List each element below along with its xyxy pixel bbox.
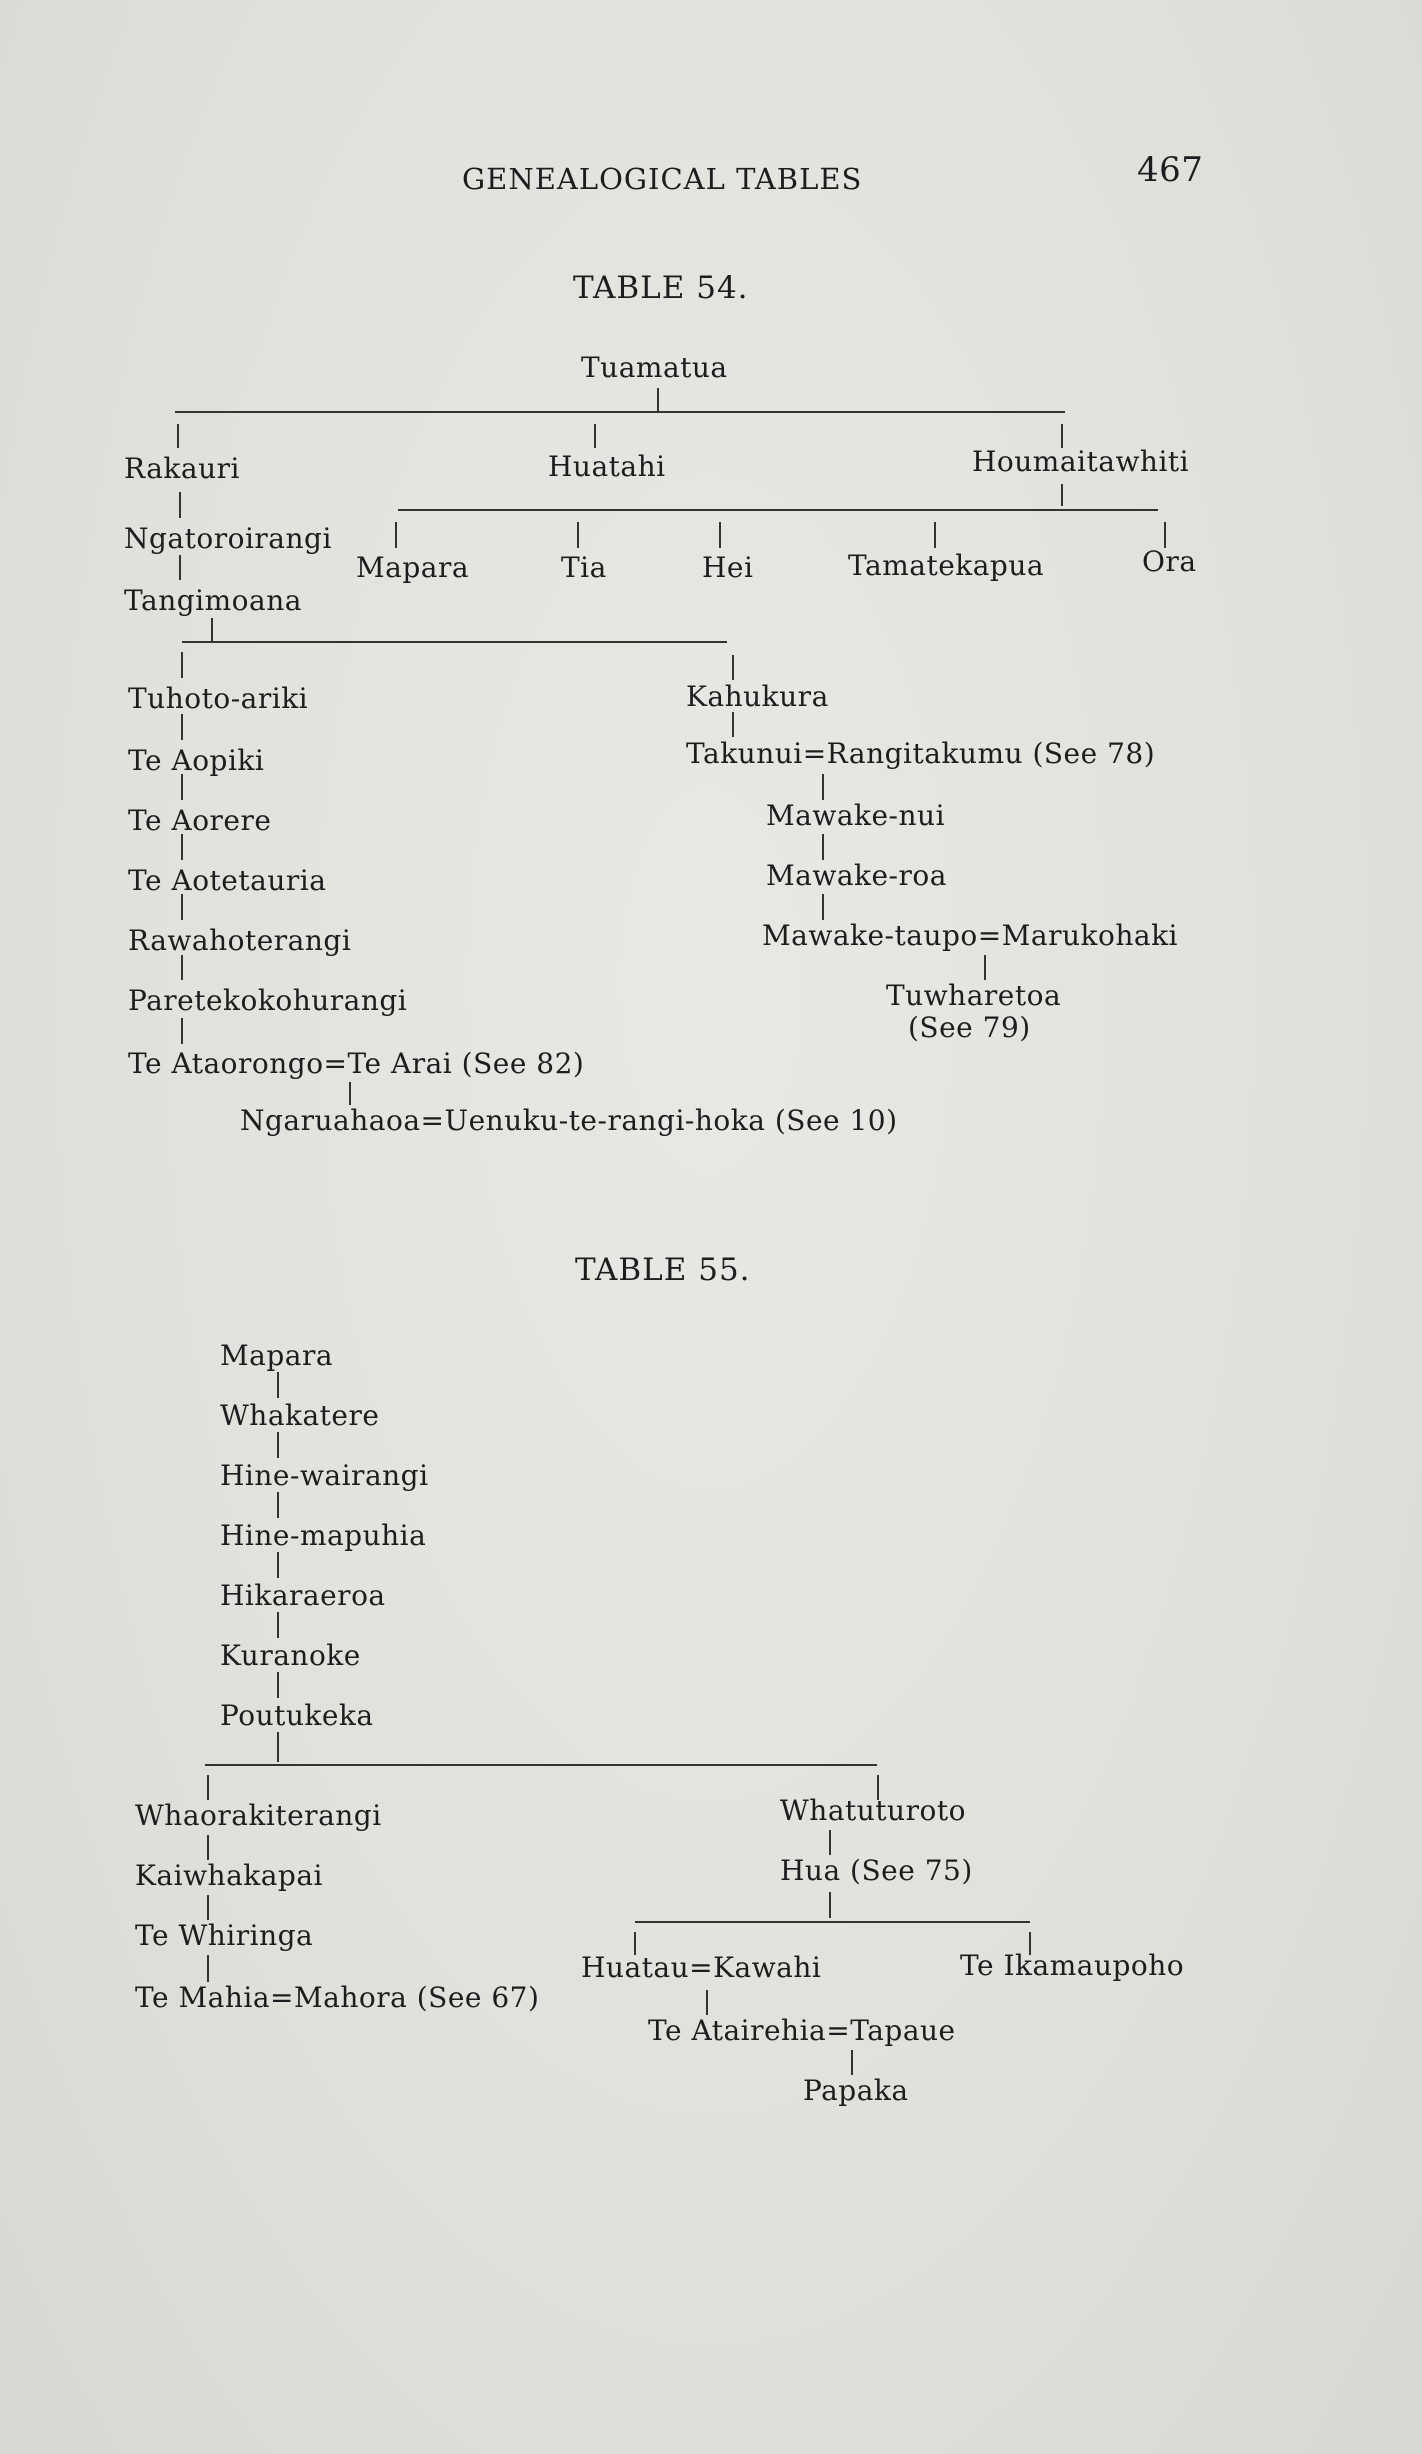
person-mawake-roa: Mawake-roa <box>766 859 947 892</box>
person-tuwharetoa: Tuwharetoa <box>886 979 1062 1012</box>
person-te-ikamaupoho: Te Ikamaupoho <box>960 1949 1185 1982</box>
person-te-whiringa: Te Whiringa <box>135 1919 314 1952</box>
person-mawake-nui: Mawake-nui <box>766 799 946 832</box>
person-tia: Tia <box>561 551 607 584</box>
marriage-ngaruahaoa-uenuku: Ngaruahaoa=Uenuku-te-rangi-hoka (See 10) <box>240 1104 898 1137</box>
page-number: 467 <box>1137 150 1204 190</box>
person-whaorakiterangi: Whaorakiterangi <box>135 1799 382 1832</box>
marriage-huatau-kawahi: Huatau=Kawahi <box>581 1951 822 1984</box>
person-ngatoroirangi: Ngatoroirangi <box>124 522 332 555</box>
person-tuhoto-ariki: Tuhoto-ariki <box>128 682 309 715</box>
person-ora: Ora <box>1142 545 1197 578</box>
person-poutukeka: Poutukeka <box>220 1699 374 1732</box>
person-whakatere: Whakatere <box>220 1399 380 1432</box>
person-kuranoke: Kuranoke <box>220 1639 361 1672</box>
person-mapara-55: Mapara <box>220 1339 334 1372</box>
marriage-mawake-taupo-marukohaki: Mawake-taupo=Marukohaki <box>762 919 1178 952</box>
person-te-aotetauria: Te Aotetauria <box>128 864 327 897</box>
person-tangimoana: Tangimoana <box>124 584 302 617</box>
person-hei: Hei <box>702 551 754 584</box>
running-title: GENEALOGICAL TABLES <box>462 162 863 196</box>
person-hikaraeroa: Hikaraeroa <box>220 1579 386 1612</box>
person-tuamatua: Tuamatua <box>581 351 728 384</box>
person-tamatekapua: Tamatekapua <box>848 549 1045 582</box>
marriage-te-mahia-mahora: Te Mahia=Mahora (See 67) <box>135 1981 540 2014</box>
marriage-takunui-rangitakumu: Takunui=Rangitakumu (See 78) <box>686 737 1156 770</box>
person-hine-mapuhia: Hine-mapuhia <box>220 1519 427 1552</box>
table-54-title: TABLE 54. <box>573 270 749 306</box>
person-rawahoterangi: Rawahoterangi <box>128 924 352 957</box>
marriage-te-ataorongo-te-arai: Te Ataorongo=Te Arai (See 82) <box>128 1047 585 1080</box>
person-huatahi: Huatahi <box>548 450 666 483</box>
person-hine-wairangi: Hine-wairangi <box>220 1459 429 1492</box>
tuwharetoa-reference: (See 79) <box>908 1011 1031 1044</box>
person-papaka: Papaka <box>803 2074 909 2107</box>
person-houmaitawhiti: Houmaitawhiti <box>972 445 1190 478</box>
person-hua: Hua (See 75) <box>780 1854 973 1887</box>
person-whatuturoto: Whatuturoto <box>780 1794 966 1827</box>
person-te-aopiki: Te Aopiki <box>128 744 265 777</box>
person-te-aorere: Te Aorere <box>128 804 272 837</box>
marriage-te-atairehia-tapaue: Te Atairehia=Tapaue <box>648 2014 956 2047</box>
table-55-title: TABLE 55. <box>575 1252 751 1288</box>
person-kaiwhakapai: Kaiwhakapai <box>135 1859 323 1892</box>
person-kahukura: Kahukura <box>686 680 829 713</box>
person-mapara: Mapara <box>356 551 470 584</box>
person-paretekokohurangi: Paretekokohurangi <box>128 984 408 1017</box>
person-rakauri: Rakauri <box>124 452 240 485</box>
